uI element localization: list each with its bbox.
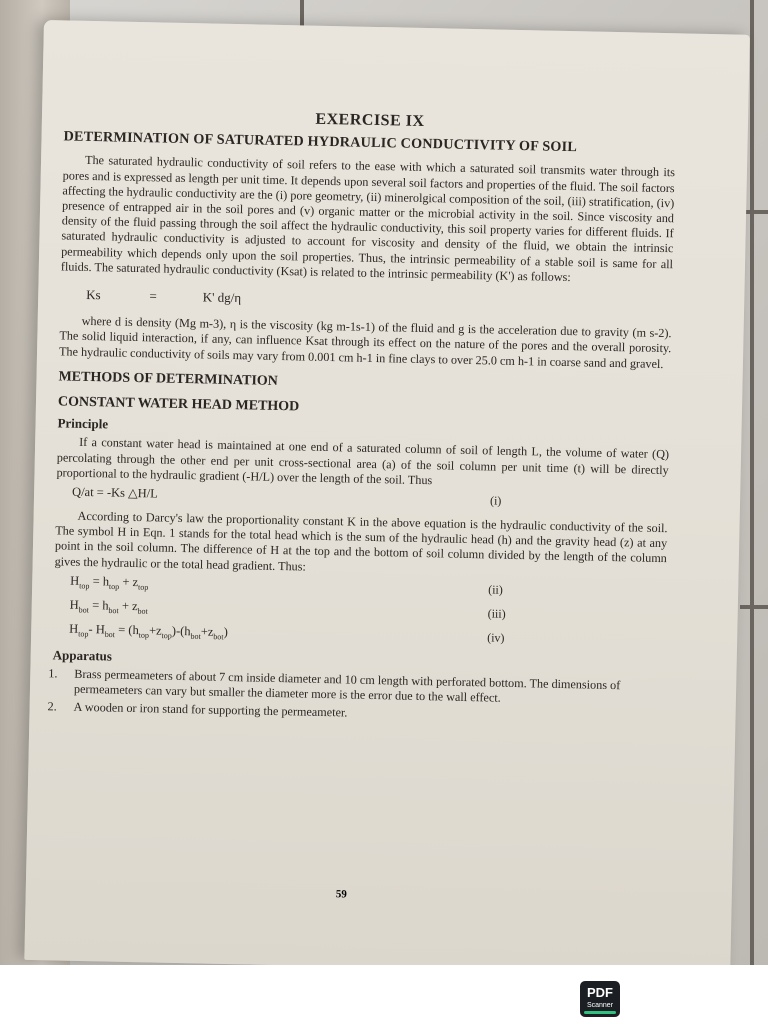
where-paragraph: where d is density (Mg m-3), η is the viscosity (kg m-1s-1) of the fluid and g is the acceleration due to gravity (m s-2). The solid liquid interaction, if any, can influence Ksat through its effect on the nature of the pores and the overall porosity. The hydraulic conductivity of soils may vary from 0.001 cm h-1 in fine clays to over 25.0 cm h-1 in coarse sand and gravel. <box>58 314 672 371</box>
method-heading: CONSTANT WATER HEAD METHOD <box>57 394 300 415</box>
pdf-scanner-logo-line2: Scanner <box>586 1002 614 1009</box>
methods-heading: METHODS OF DETERMINATION <box>58 369 279 389</box>
principle-heading: Principle <box>57 415 109 432</box>
page-content <box>47 106 676 727</box>
equation-4-number: (iv) <box>487 630 505 645</box>
document-page <box>24 20 750 965</box>
ks-formula <box>86 287 672 314</box>
darcy-paragraph: According to Darcy's law the proportionality constant K in the above equation is the hydraulic conductivity of the soil. The symbol H in Eqn. 1 stands for the total head which is the sum of the hydraulic head (h) and the gravity head (z) at any point in the soil column. The difference of H at the top and the bottom of soil column divided by the length of the column gives the hydraulic or the total head gradient. Thus: <box>54 508 668 574</box>
pdf-scanner-logo <box>580 981 620 1017</box>
equation-1-number: (i) <box>489 493 502 508</box>
list-item-text: A wooden or iron stand for supporting the permeameter. <box>73 700 348 720</box>
floor-tile-line <box>750 0 754 965</box>
equation-3-text: $H_{bot} = h_{bot} + z_{bot}$ <box>69 597 148 616</box>
exercise-title: EXERCISE IX <box>315 110 425 130</box>
principle-paragraph: If a constant water head is maintained at one end of a saturated column of soil of length L, the volume of water (Q) percolating through the other end per unit cross-sectional area (a) of the soil column per unit time (t) will be directly proportional to the hydraulic gradient (-H/L) over the length of the soil. Thus <box>56 435 670 488</box>
formula-rhs: K' dg/η <box>202 289 242 306</box>
page-number: 59 <box>335 888 347 901</box>
equation-3-number: (iii) <box>487 606 506 621</box>
equation-4-text: $H_{top}-$ $H_{bot} = (h_{top}+z_{top})-(h_{bot}+z_{bot})$ <box>69 621 228 642</box>
page-title: DETERMINATION OF SATURATED HYDRAULIC CONDUCTIVITY OF SOIL <box>63 128 578 156</box>
list-item-text: Brass permeameters of about 7 cm inside diameter and 10 cm length with perforated bottom. The dimensions of permeameters can vary but smaller the diameter more is the error due to the wall effect. <box>73 666 621 705</box>
formula-lhs: Ks <box>86 286 101 303</box>
list-item-number: 2. <box>47 699 57 714</box>
formula-equals: = <box>149 288 157 304</box>
pdf-scanner-logo-bar <box>584 1011 616 1014</box>
apparatus-heading: Apparatus <box>52 647 113 664</box>
floor-tile-line <box>740 605 768 609</box>
pdf-scanner-logo-line1: PDF <box>587 985 613 1000</box>
equation-1-text: Q/at = -Ks △H/L <box>71 484 159 501</box>
equation-2-number: (ii) <box>488 582 503 597</box>
intro-paragraph: The saturated hydraulic conductivity of soil refers to the ease with which a saturated soil transmits water through its pores and is expressed as length per unit time. It depends upon several soil factors and properties of the fluid. The soil factors affecting the hydraulic conductivity are the (i) pore geometry, (ii) minerolgical composition of the soil, (iii) stratification, (iv) presence of entrapped air in the soil pores and (v) organic matter or the microbial activity in the soil. Since viscosity and density of the fluid passing through the soil affect the hydraulic conductivity, this soil property varies for different fluids. If saturated hydraulic conductivity is adjusted to account for viscosity and density of the fluid, we obtain the intrinsic permeability which depends only upon the soil properties. Thus, the intrinsic permeability of a stable soil is same for all fluids. The saturated hydraulic conductivity (Ksat) is related to the intrinsic permeability (K') as follows: <box>60 153 676 284</box>
equation-2-text: $H_{top} = h_{top} + z_{top}$ <box>70 573 149 592</box>
list-item-number: 1. <box>48 666 58 681</box>
